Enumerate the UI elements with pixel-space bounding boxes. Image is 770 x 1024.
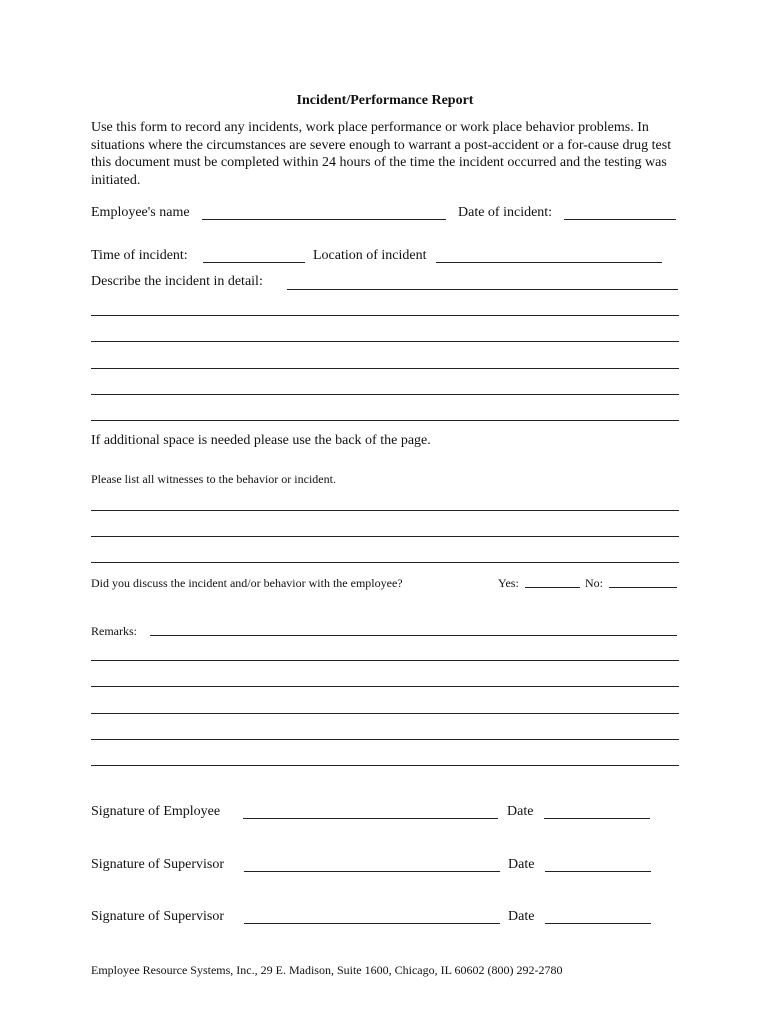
- employee-name-label: Employee's name: [91, 205, 190, 220]
- yes-field[interactable]: [525, 587, 580, 588]
- signature-supervisor-label: Signature of Supervisor: [91, 909, 224, 924]
- describe-line[interactable]: [91, 420, 679, 421]
- describe-incident-field[interactable]: [287, 289, 678, 290]
- intro-paragraph: Use this form to record any incidents, work place performance or work place behavior problems. In situations where the circumstances are severe enough to warrant a post-accident or a for-cause drug test this document must be completed within 24 hours of the time the incident occurred and the testing was initiated.: [91, 120, 672, 188]
- remarks-line[interactable]: [91, 713, 679, 714]
- remarks-line[interactable]: [91, 739, 679, 740]
- date-of-incident-label: Date of incident:: [458, 205, 553, 220]
- additional-space-note: If additional space is needed please use the back of the page.: [91, 433, 431, 448]
- no-field[interactable]: [609, 587, 677, 588]
- describe-line[interactable]: [91, 341, 679, 342]
- signature-supervisor-field[interactable]: [244, 923, 500, 924]
- remarks-field[interactable]: [150, 635, 677, 636]
- location-of-incident-label: Location of incident: [313, 248, 427, 263]
- location-of-incident-field[interactable]: [436, 262, 662, 263]
- remarks-line[interactable]: [91, 660, 679, 661]
- time-of-incident-field[interactable]: [203, 262, 305, 263]
- date-of-incident-field[interactable]: [564, 219, 676, 220]
- witnesses-label: Please list all witnesses to the behavior or incident.: [91, 472, 336, 486]
- signature-employee-label: Signature of Employee: [91, 804, 221, 819]
- witness-line[interactable]: [91, 510, 679, 511]
- signature-supervisor-date-label: Date: [508, 909, 535, 924]
- signature-supervisor-date-field[interactable]: [545, 923, 651, 924]
- employee-name-field[interactable]: [202, 219, 446, 220]
- time-of-incident-label: Time of incident:: [91, 248, 188, 263]
- describe-line[interactable]: [91, 394, 679, 395]
- signature-supervisor-date-label: Date: [508, 857, 535, 872]
- discuss-question: Did you discuss the incident and/or behavior with the employee?: [91, 576, 403, 590]
- no-label: No:: [585, 576, 603, 590]
- signature-employee-field[interactable]: [243, 818, 498, 819]
- remarks-label: Remarks:: [91, 624, 137, 638]
- signature-supervisor-label: Signature of Supervisor: [91, 857, 224, 872]
- witness-line[interactable]: [91, 562, 679, 563]
- signature-supervisor-date-field[interactable]: [545, 871, 651, 872]
- signature-employee-date-label: Date: [507, 804, 534, 819]
- remarks-line[interactable]: [91, 765, 679, 766]
- signature-supervisor-field[interactable]: [244, 871, 500, 872]
- yes-label: Yes:: [498, 576, 519, 590]
- form-title: Incident/Performance Report: [296, 93, 474, 108]
- describe-incident-label: Describe the incident in detail:: [91, 274, 263, 289]
- describe-line[interactable]: [91, 368, 679, 369]
- describe-line[interactable]: [91, 315, 679, 316]
- witness-line[interactable]: [91, 536, 679, 537]
- signature-employee-date-field[interactable]: [544, 818, 650, 819]
- remarks-line[interactable]: [91, 686, 679, 687]
- footer-address: Employee Resource Systems, Inc., 29 E. Madison, Suite 1600, Chicago, IL 60602 (800) 292-2780: [91, 963, 563, 977]
